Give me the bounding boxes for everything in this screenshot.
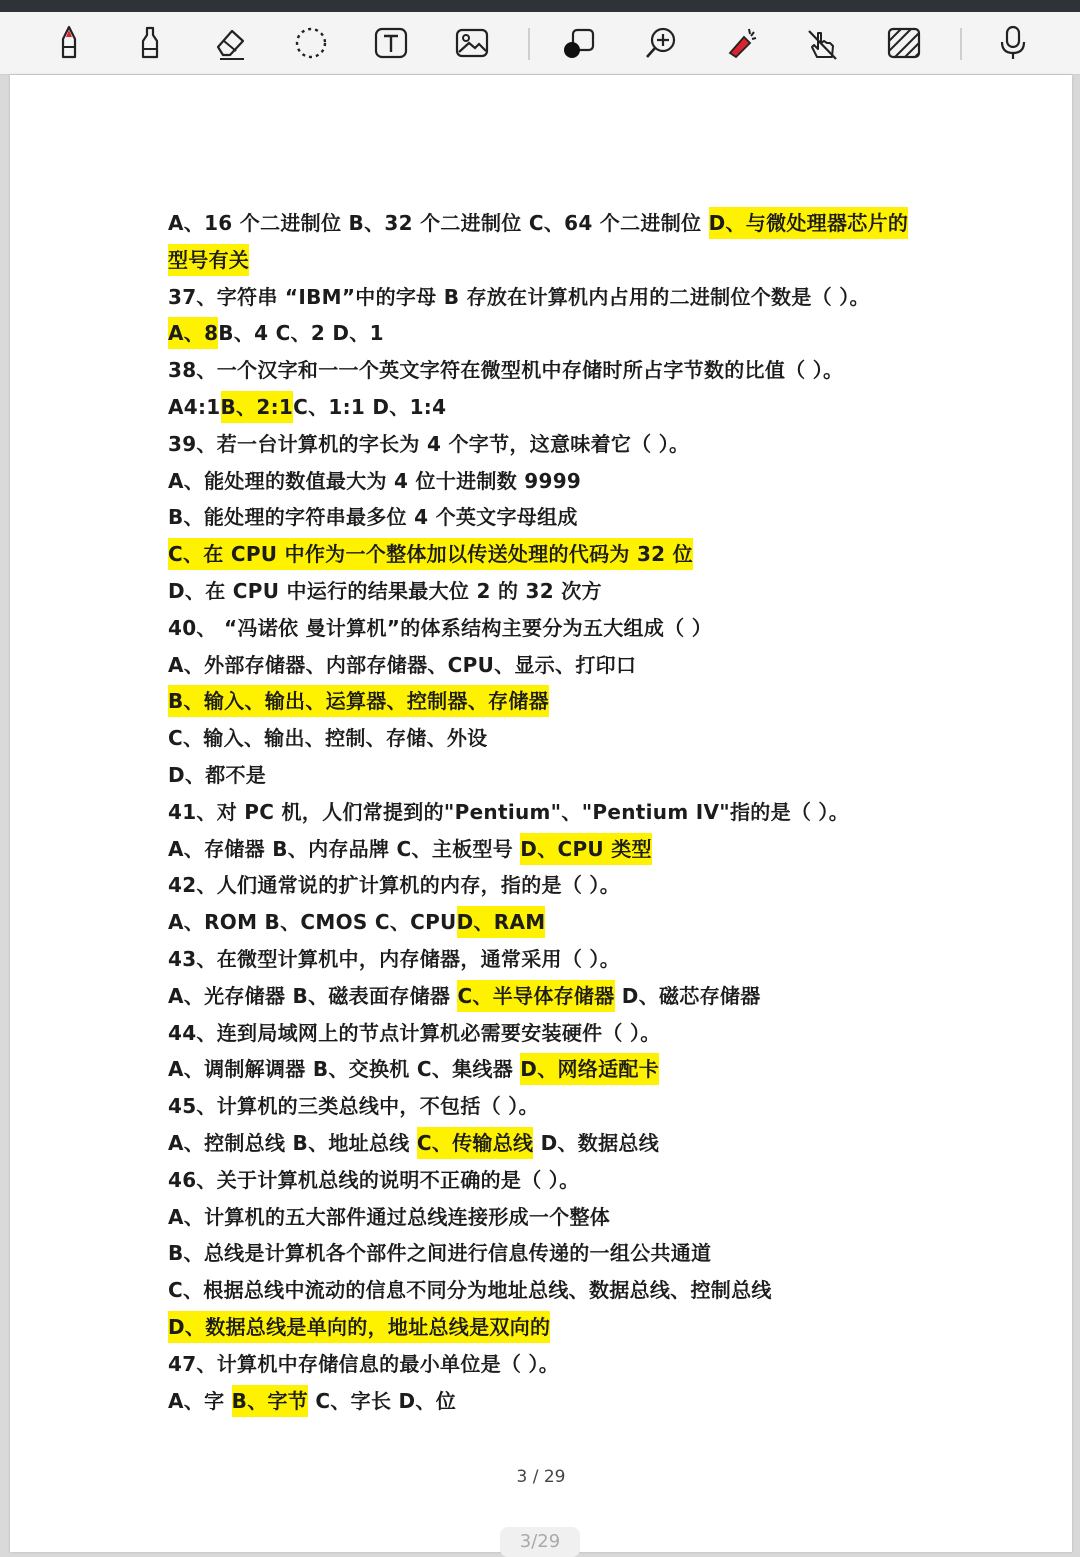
highlighted-answer: B、2:1 — [221, 391, 294, 423]
document-line — [168, 1272, 958, 1309]
text-segment: 47、计算机中存储信息的最小单位是（ ）。 — [168, 1351, 560, 1376]
toolbar-separator — [960, 28, 962, 60]
document-line — [168, 389, 958, 426]
text-segment: B、4 C、2 D、1 — [218, 321, 384, 346]
text-segment: D、磁芯存储器 — [614, 983, 761, 1008]
eraser-tool-button[interactable] — [207, 20, 253, 66]
document-line — [168, 683, 958, 720]
document-line — [168, 978, 958, 1015]
text-segment: A、存储器 B、内存品牌 C、主板型号 — [168, 836, 521, 861]
text-segment: 38、一个汉字和一一个英文字符在微型机中存储时所占字节数的比值（ ）。 — [168, 358, 844, 383]
pen-icon — [49, 23, 89, 63]
text-segment: A、控制总线 B、地址总线 — [168, 1130, 417, 1155]
text-segment: D、在 CPU 中运行的结果最大位 2 的 32 次方 — [168, 578, 602, 603]
lasso-icon — [291, 23, 331, 63]
zoom-icon — [641, 23, 681, 63]
hand-touch-icon — [802, 23, 842, 63]
text-segment: C、字长 D、位 — [308, 1388, 457, 1413]
toolbar-separator — [528, 28, 530, 60]
text-segment: B、能处理的字符串最多位 4 个英文字母组成 — [168, 505, 578, 530]
highlighted-answer: 型号有关 — [168, 244, 249, 276]
text-segment: 45、计算机的三类总线中，不包括（ ）。 — [168, 1094, 539, 1119]
highlighted-answer: D、与微处理器芯片的 — [709, 207, 909, 239]
document-line — [168, 1235, 958, 1272]
highlighter-icon — [130, 23, 170, 63]
text-segment: A、能处理的数值最大为 4 位十进制数 9999 — [168, 468, 582, 493]
document-line — [168, 647, 958, 684]
document-line — [168, 941, 958, 978]
document-line — [168, 279, 958, 316]
lasso-tool-button[interactable] — [288, 20, 334, 66]
document-line — [168, 242, 958, 279]
text-segment: A、计算机的五大部件通过总线连接形成一个整体 — [168, 1204, 611, 1229]
text-segment: C、1:1 D、1:4 — [293, 394, 447, 419]
document-line — [168, 757, 958, 794]
text-segment: D、都不是 — [168, 762, 267, 787]
text-segment: A、外部存储器、内部存储器、CPU、显示、打印口 — [168, 652, 637, 677]
document-line — [168, 794, 958, 831]
text-segment: 39、若一台计算机的字长为 4 个字节，这意味着它（ ）。 — [168, 431, 690, 456]
text-segment: 40、 “冯诺依 曼计算机”的体系结构主要分为五大组成（ ） — [168, 615, 713, 640]
highlighted-answer: D、CPU 类型 — [520, 833, 652, 865]
annotation-toolbar — [0, 12, 1080, 75]
highlighted-answer: C、在 CPU 中作为一个整体加以传送处理的代码为 32 位 — [168, 538, 693, 570]
text-segment: 37、字符串 “IBM”中的字母 B 存放在计算机内占用的二进制位个数是（ ）。 — [168, 284, 870, 309]
document-line — [168, 1125, 958, 1162]
highlighter-tool-button[interactable] — [127, 20, 173, 66]
document-line — [168, 352, 958, 389]
document-line — [168, 831, 958, 868]
document-line — [168, 610, 958, 647]
highlighted-answer: B、输入、输出、运算器、控制器、存储器 — [168, 685, 549, 717]
microphone-icon — [993, 23, 1033, 63]
highlighted-answer: C、传输总线 — [417, 1127, 533, 1159]
document-line — [168, 1346, 958, 1383]
image-icon — [452, 23, 492, 63]
hatch-tool-button[interactable] — [881, 20, 927, 66]
text-segment: A4:1 — [168, 394, 221, 419]
hatch-icon — [884, 23, 924, 63]
document-line — [168, 1383, 958, 1420]
document-line — [168, 426, 958, 463]
text-segment: 42、人们通常说的扩计算机的内存，指的是（ ）。 — [168, 873, 620, 898]
highlighted-answer: C、半导体存储器 — [457, 980, 614, 1012]
laser-pointer-tool-button[interactable] — [718, 20, 764, 66]
text-segment: D、数据总线 — [533, 1130, 660, 1155]
document-line — [168, 536, 958, 573]
window-top-strip — [0, 0, 1080, 12]
text-segment: A、16 个二进制位 B、32 个二进制位 C、64 个二进制位 — [168, 211, 709, 235]
text-box-icon — [371, 23, 411, 63]
microphone-tool-button[interactable] — [990, 20, 1036, 66]
document-line — [168, 573, 958, 610]
highlighted-answer: B、字节 — [232, 1385, 308, 1417]
document-line — [168, 904, 958, 941]
document-line — [168, 315, 958, 352]
document-line — [168, 499, 958, 536]
highlighted-answer: D、RAM — [457, 906, 546, 938]
document-text — [168, 205, 958, 1419]
document-line — [168, 1309, 958, 1346]
document-line — [168, 720, 958, 757]
text-box-tool-button[interactable] — [368, 20, 414, 66]
document-line — [168, 1162, 958, 1199]
highlighted-answer: A、8 — [168, 317, 218, 349]
text-segment: A、光存储器 B、磁表面存储器 — [168, 983, 458, 1008]
text-segment: A、ROM B、CMOS C、CPU — [168, 910, 457, 935]
page-indicator-badge[interactable]: 3/29 — [500, 1527, 580, 1557]
highlighted-answer: D、网络适配卡 — [520, 1053, 659, 1085]
eraser-icon — [210, 23, 250, 63]
text-segment: A、字 — [168, 1388, 232, 1413]
shapes-icon — [559, 23, 599, 63]
text-segment: 43、在微型计算机中，内存储器，通常采用（ ）。 — [168, 946, 620, 971]
document-line — [168, 867, 958, 904]
document-line — [168, 1015, 958, 1052]
text-segment: A、调制解调器 B、交换机 C、集线器 — [168, 1057, 521, 1082]
text-segment: 41、对 PC 机，人们常提到的"Pentium"、"Pentium IV"指的是（ ）。 — [168, 799, 850, 824]
pen-tool-button[interactable] — [46, 20, 92, 66]
text-segment: 46、关于计算机总线的说明不正确的是（ ）。 — [168, 1167, 580, 1192]
text-segment: C、根据总线中流动的信息不同分为地址总线、数据总线、控制总线 — [168, 1278, 772, 1303]
text-segment: C、输入、输出、控制、存储、外设 — [168, 726, 488, 751]
image-tool-button[interactable] — [449, 20, 495, 66]
text-segment: B、总线是计算机各个部件之间进行信息传递的一组公共通道 — [168, 1241, 712, 1266]
touch-draw-tool-button[interactable] — [799, 20, 845, 66]
laser-pointer-icon — [721, 23, 761, 63]
document-line — [168, 1051, 958, 1088]
zoom-tool-button[interactable] — [638, 20, 684, 66]
document-line — [168, 1199, 958, 1236]
document-line — [168, 1088, 958, 1125]
document-page[interactable] — [10, 75, 1072, 1552]
document-line — [168, 463, 958, 500]
text-segment: 44、连到局域网上的节点计算机必需要安装硬件（ ）。 — [168, 1020, 661, 1045]
document-line — [168, 205, 958, 242]
highlighted-answer: D、数据总线是单向的，地址总线是双向的 — [168, 1311, 550, 1343]
page-number: 3 / 29 — [516, 1467, 566, 1487]
shapes-tool-button[interactable] — [556, 20, 602, 66]
